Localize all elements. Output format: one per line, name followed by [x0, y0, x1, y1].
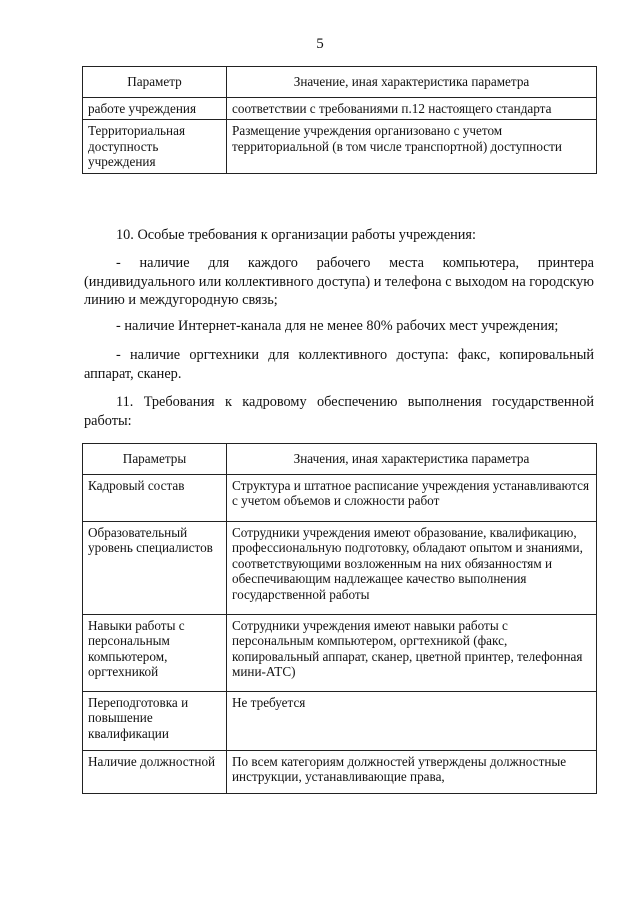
table-row — [83, 521, 597, 614]
header-parameters: Параметры — [83, 444, 227, 475]
row-parameter-cell: Наличие должностной — [83, 750, 227, 793]
table-header-row — [83, 67, 597, 98]
row-value-cell: По всем категориям должностей утверждены должностные инструкции, устанавливающие права, — [227, 750, 597, 793]
row-parameter-cell: Образовательный уровень специалистов — [83, 521, 227, 614]
row-value-cell: Сотрудники учреждения имеют образование, квалификацию, профессиональную подготовку, обладают опытом и знаниями, соответствующими возложенным на них обязанностям и обеспечивающим надлежащее качество выполнения государственной работы — [227, 521, 597, 614]
header-values: Значения, иная характеристика параметра — [227, 444, 597, 475]
row-parameter-cell: Навыки работы с персональным компьютером, оргтехникой — [83, 614, 227, 691]
row-parameter-cell: работе учреждения — [83, 97, 227, 120]
staffing-requirements-table — [82, 443, 597, 794]
territorial-requirements-table — [82, 66, 597, 174]
page-number: 5 — [316, 36, 324, 52]
header-value: Значение, иная характеристика параметра — [227, 67, 597, 98]
section-10-bullet: - наличие оргтехники для коллективного доступа: факс, копировальный аппарат, сканер. — [84, 347, 594, 382]
row-parameter-cell: Кадровый состав — [83, 474, 227, 521]
header-parameter: Параметр — [83, 67, 227, 98]
row-parameter-cell: Территориальная доступность учреждения — [83, 120, 227, 174]
section-10-bullet: - наличие для каждого рабочего места компьютера, принтера (индивидуального или коллективного доступа) и телефона с выходом на городскую линию и междугородную связь; — [84, 255, 594, 308]
table-row — [83, 97, 597, 120]
row-value-cell: Не требуется — [227, 691, 597, 750]
row-value-cell: Размещение учреждения организовано с учетом территориальной (в том числе транспортной) доступности — [227, 120, 597, 174]
table-row — [83, 750, 597, 793]
table-header-row — [83, 444, 597, 475]
section-10-title: 10. Особые требования к организации работы учреждения: — [116, 227, 476, 243]
table-row — [83, 614, 597, 691]
table-row — [83, 691, 597, 750]
row-value-cell: Сотрудники учреждения имеют навыки работы с персональным компьютером, оргтехникой (факс, копировальный аппарат, сканер, цветной принтер, телефонная мини-АТС) — [227, 614, 597, 691]
section-10-bullet: - наличие Интернет-канала для не менее 80% рабочих мест учреждения; — [116, 318, 559, 334]
row-value-cell: Структура и штатное расписание учреждения устанавливаются с учетом объемов и сложности работ — [227, 474, 597, 521]
table-row — [83, 120, 597, 174]
row-parameter-cell: Переподготовка и повышение квалификации — [83, 691, 227, 750]
table-row — [83, 474, 597, 521]
row-value-cell: соответствии с требованиями п.12 настоящего стандарта — [227, 97, 597, 120]
section-11-title: 11. Требования к кадровому обеспечению выполнения государственной работы: — [84, 394, 594, 429]
